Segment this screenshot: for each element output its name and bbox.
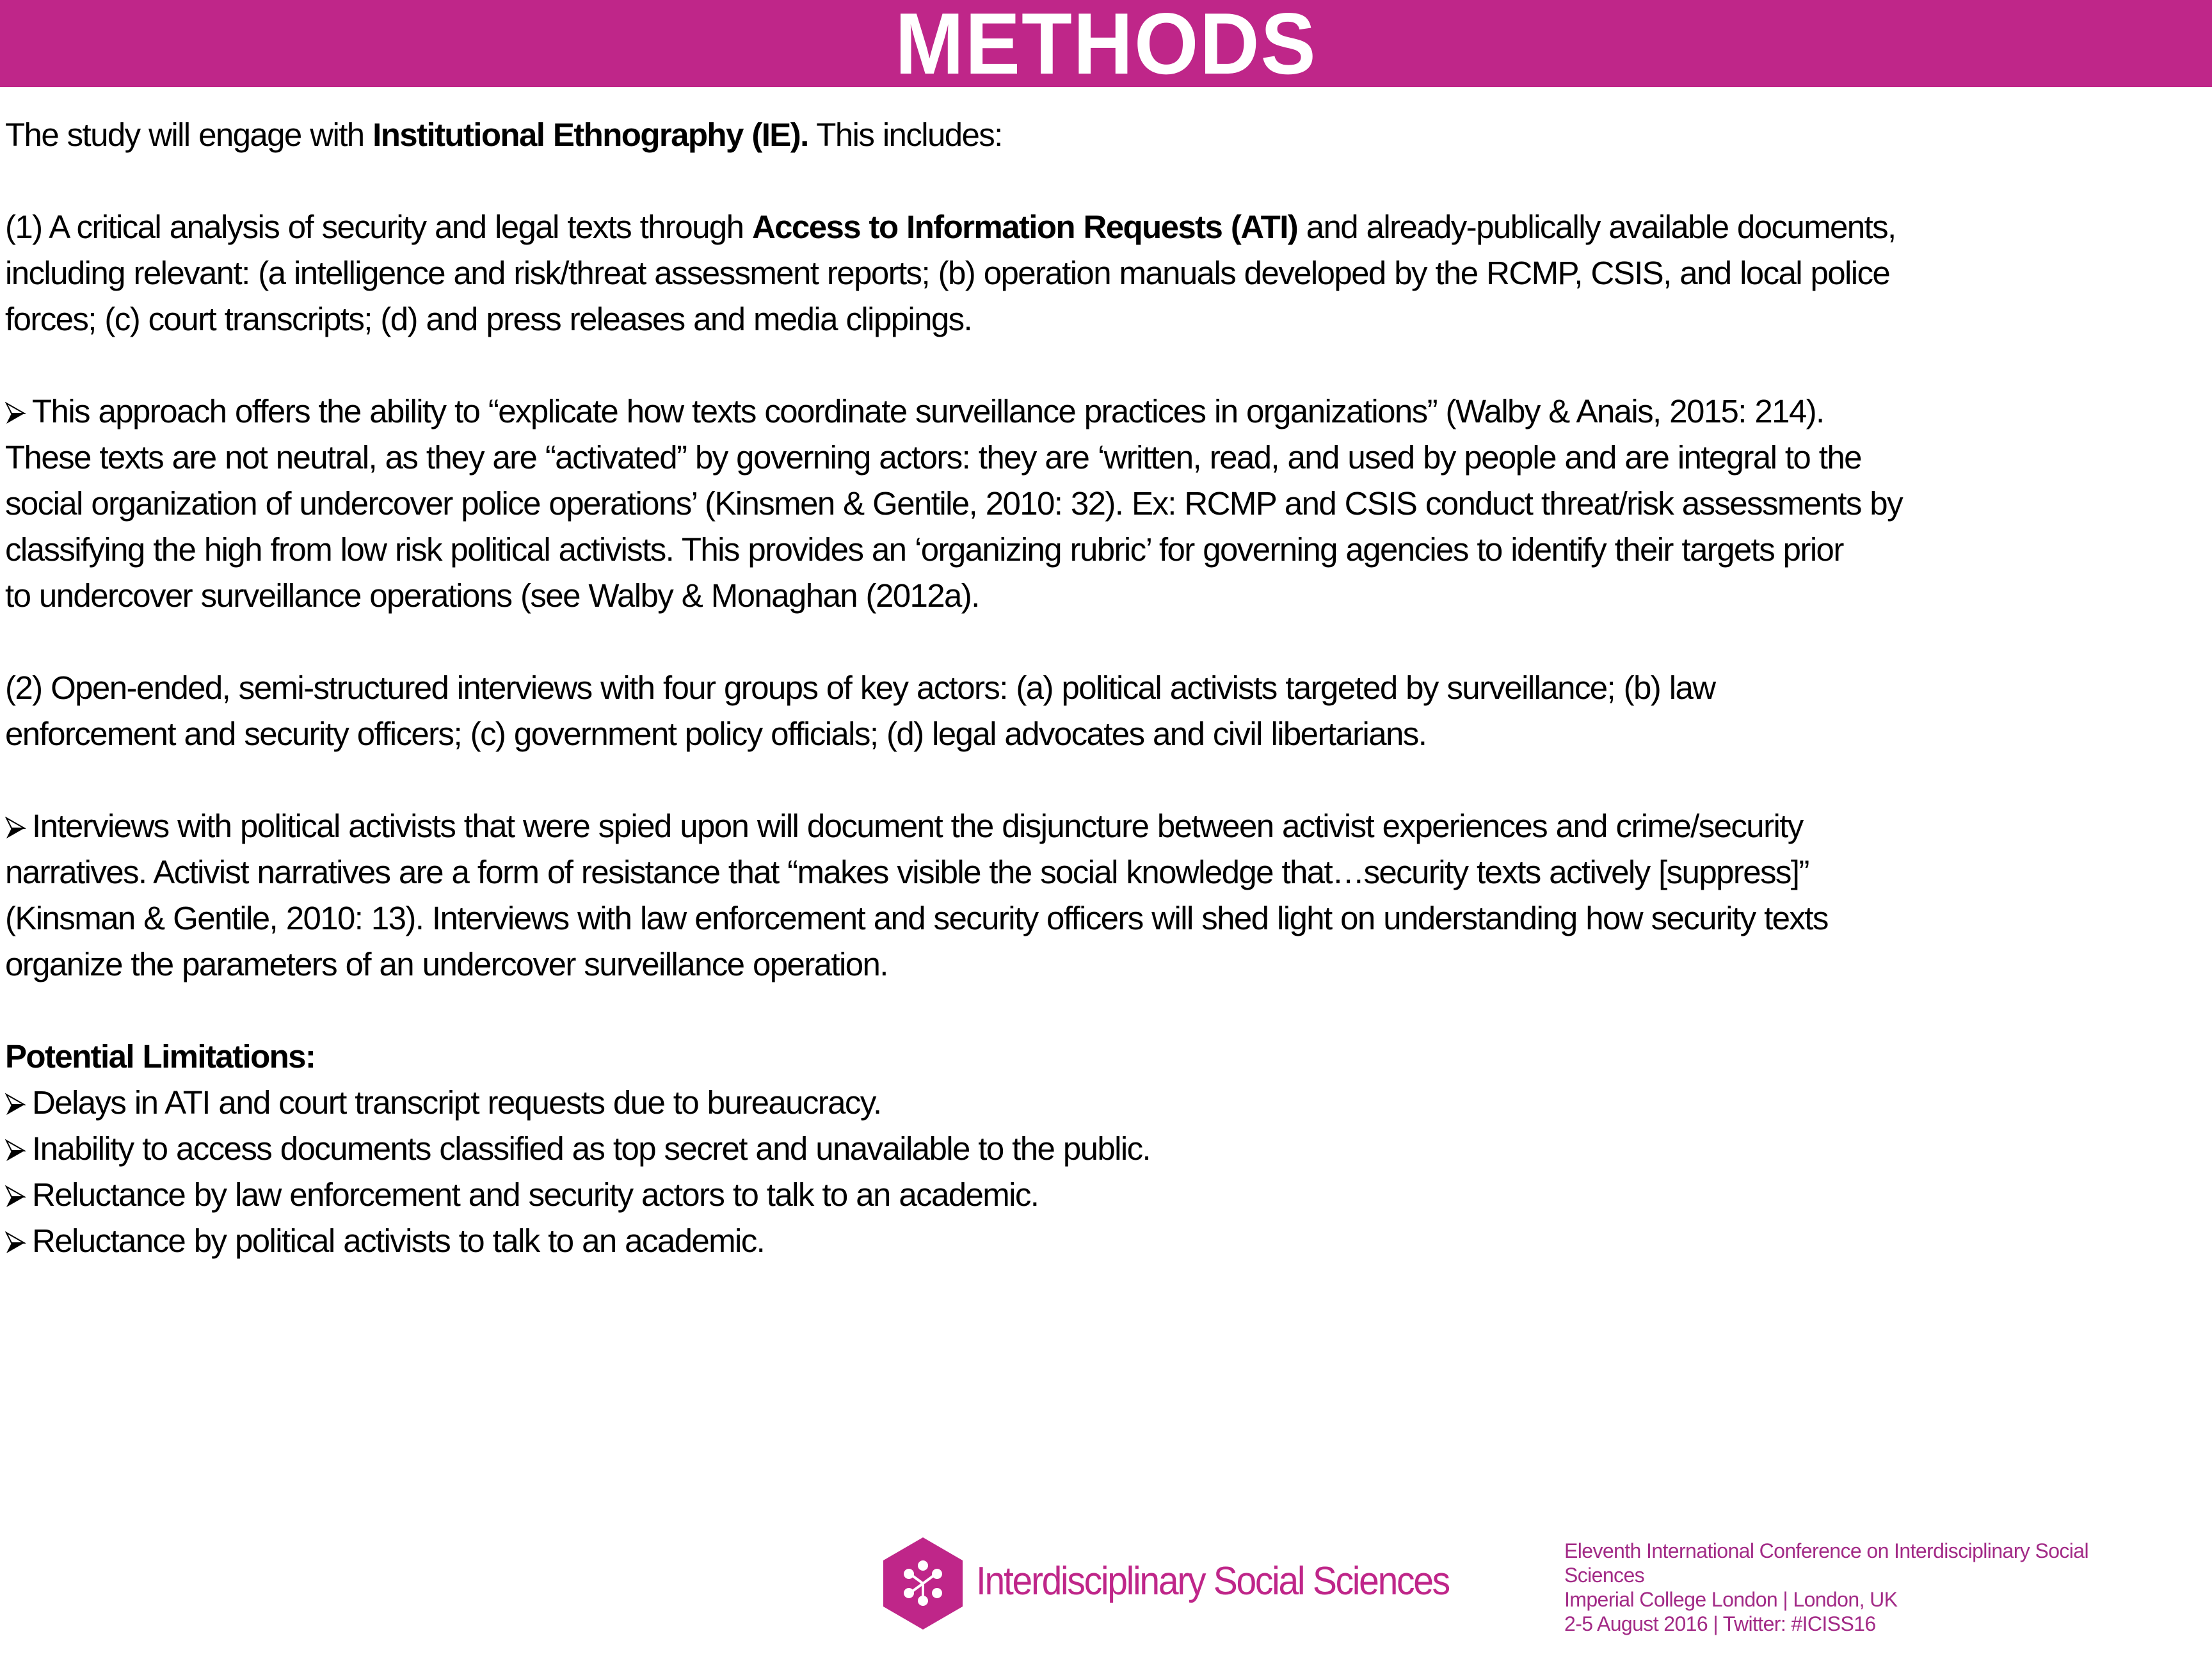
limitations-heading: Potential Limitations: [5,1038,316,1075]
limitation-item: Inability to access documents classified as top secret and unavailable to the public. [32,1130,1151,1167]
bullet1-line: This approach offers the ability to “explicate how texts coordinate surveillance practices in organizations” (Walby & Anais, 2015: 214). [32,393,1824,429]
bullet1-line: classifying the high from low risk political activists. This provides an ‘organizing rubric’ for governing agencies to identify their targets prior [5,531,1843,568]
bullet2-line: (Kinsman & Gentile, 2010: 13). Interviews with law enforcement and security officers will shed light on understanding how security texts [5,900,1828,936]
brand-name: Interdisciplinary Social Sciences [976,1559,1449,1603]
arrow-bullet-icon [5,1218,32,1264]
bullet2-line: narratives. Activist narratives are a form of resistance that “makes visible the social knowledge that…security texts actively [suppress]” [5,854,1809,890]
limitations-section [5,1034,2207,1264]
intro-bold: Institutional Ethnography (IE). [373,116,808,153]
conference-info [1564,1539,2088,1636]
bullet1-line: These texts are not neutral, as they are “activated” by governing actors: they are ‘written, read, and used by people and are integral to the [5,439,1861,476]
limitation-item: Delays in ATI and court transcript requests due to bureaucracy. [32,1084,881,1121]
item1-bold: Access to Information Requests (ATI) [751,209,1298,245]
item1-line: including relevant: (a intelligence and risk/threat assessment reports; (b) operation manuals developed by the RCMP, CSIS, and local police [5,255,1890,291]
conference-line: Imperial College London | London, UK [1564,1588,1898,1611]
limitation-item: Reluctance by political activists to talk to an academic. [32,1222,765,1259]
item1-paragraph [5,204,2207,342]
bullet2-line: Interviews with political activists that were spied upon will document the disjuncture between activist experiences and crime/security [32,808,1803,844]
item1-suffix: and already-publically available documents, [1297,209,1896,245]
item2-line: (2) Open-ended, semi-structured interviews with four groups of key actors: (a) political activists targeted by surveillance; (b) law [5,669,1715,706]
methods-body [5,112,2207,1264]
page-title: METHODS [895,0,1317,92]
bullet2-line: organize the parameters of an undercover surveillance operation. [5,946,888,982]
limitation-item: Reluctance by law enforcement and security actors to talk to an academic. [32,1176,1039,1213]
conference-line: Sciences [1564,1564,1645,1587]
intro-text: The study will engage with [5,116,373,153]
title-banner [0,0,2212,92]
bullet1-line: to undercover surveillance operations (see Walby & Monaghan (2012a). [5,577,979,614]
item2-paragraph [5,665,2207,757]
conference-line: Eleventh International Conference on Interdisciplinary Social [1564,1539,2089,1562]
arrow-bullet-icon [5,803,32,849]
item2-line: enforcement and security officers; (c) government policy officials; (d) legal advocates and civil libertarians. [5,716,1427,752]
intro-paragraph [5,112,2207,158]
item1-text: (1) A critical analysis of security and legal texts through [5,209,752,245]
item1-line: forces; (c) court transcripts; (d) and press releases and media clippings. [5,301,972,337]
arrow-bullet-icon [5,1080,32,1126]
intro-suffix: This includes: [808,116,1002,153]
arrow-bullet-icon [5,389,32,435]
bullet2-paragraph [5,803,2207,988]
bullet1-paragraph [5,389,2207,619]
arrow-bullet-icon [5,1172,32,1218]
conference-line: 2-5 August 2016 | Twitter: #ICISS16 [1564,1612,1876,1635]
hexagon-network-logo-icon [882,1536,964,1631]
arrow-bullet-icon [5,1126,32,1172]
bullet1-line: social organization of undercover police operations’ (Kinsmen & Gentile, 2010: 32). Ex: RCMP and CSIS conduct threat/risk assessments by [5,485,1902,522]
